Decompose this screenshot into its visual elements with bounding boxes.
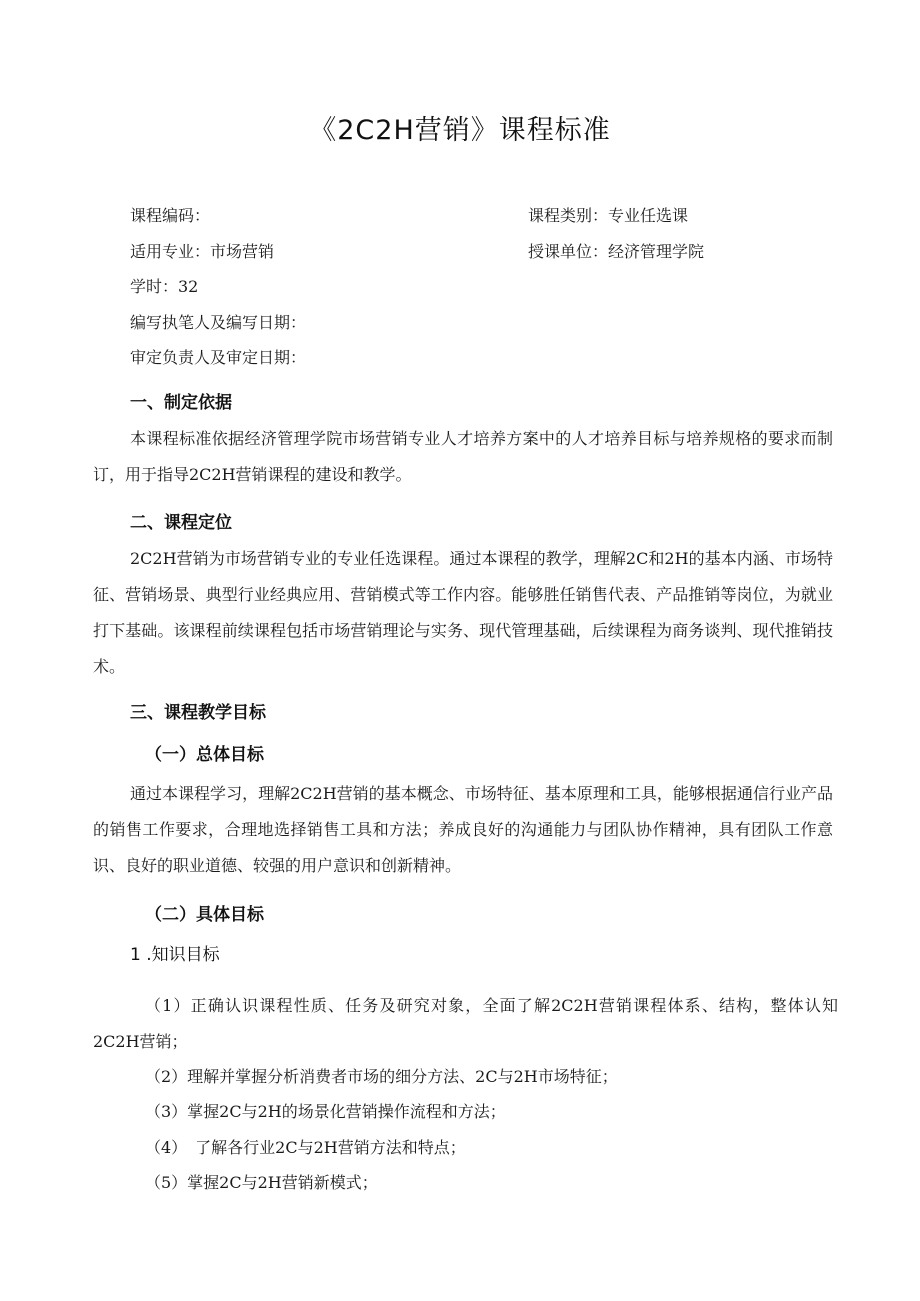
section-heading-positioning: 二、课程定位 <box>130 513 232 533</box>
knowledge-item: （1）正确认识课程性质、任务及研究对象，全面了解2C2H营销课程体系、结构，整体认知2C2H营销； <box>93 996 838 1051</box>
hours-field: 学时：32 <box>130 277 199 296</box>
section-heading-basis: 一、制定依据 <box>130 393 232 413</box>
course-code-field: 课程编码： <box>130 206 211 225</box>
section-text-positioning: 2C2H营销为市场营销专业的专业任选课程。通过本课程的教学，理解2C和2H的基本内涵、市场特征、营销场景、典型行业经典应用、营销模式等工作内容。能够胜任销售代表、产品推销等岗位，为就业打下基础。该课程前续课程包括市场营销理论与实务、现代管理基础，后续课程为商务谈判、现代推销技术。 <box>93 549 833 676</box>
knowledge-item: （5）掌握2C与2H营销新模式； <box>145 1173 378 1192</box>
knowledge-item: （4） 了解各行业2C与2H营销方法和特点； <box>145 1138 466 1157</box>
knowledge-item: （3）掌握2C与2H的场景化营销操作流程和方法； <box>145 1102 506 1121</box>
author-field: 编写执笔人及编写日期： <box>130 313 307 332</box>
knowledge-item: （2）理解并掌握分析消费者市场的细分方法、2C与2H市场特征； <box>145 1067 618 1086</box>
subheading-knowledge-goal: 1 .知识目标 <box>130 945 220 965</box>
course-type-field: 课程类别：专业任选课 <box>528 206 689 225</box>
major-field: 适用专业：市场营销 <box>130 242 275 261</box>
reviewer-field: 审定负责人及审定日期： <box>130 348 307 367</box>
overall-goal-text: 通过本课程学习，理解2C2H营销的基本概念、市场特征、基本原理和工具，能够根据通信行业产品的销售工作要求，合理地选择销售工具和方法；养成良好的沟通能力与团队协作精神，具有团队工作意识、良好的职业道德、较强的用户意识和创新精神。 <box>93 784 833 875</box>
unit-field: 授课单位：经济管理学院 <box>528 242 705 261</box>
subheading-specific-goal: （二）具体目标 <box>145 905 264 925</box>
subheading-overall-goal: （一）总体目标 <box>145 745 264 765</box>
document-title: 《2C2H营销》课程标准 <box>309 115 611 146</box>
section-heading-objectives: 三、课程教学目标 <box>130 703 266 723</box>
section-text-basis: 本课程标准依据经济管理学院市场营销专业人才培养方案中的人才培养目标与培养规格的要求而制订，用于指导2C2H营销课程的建设和教学。 <box>93 429 833 484</box>
